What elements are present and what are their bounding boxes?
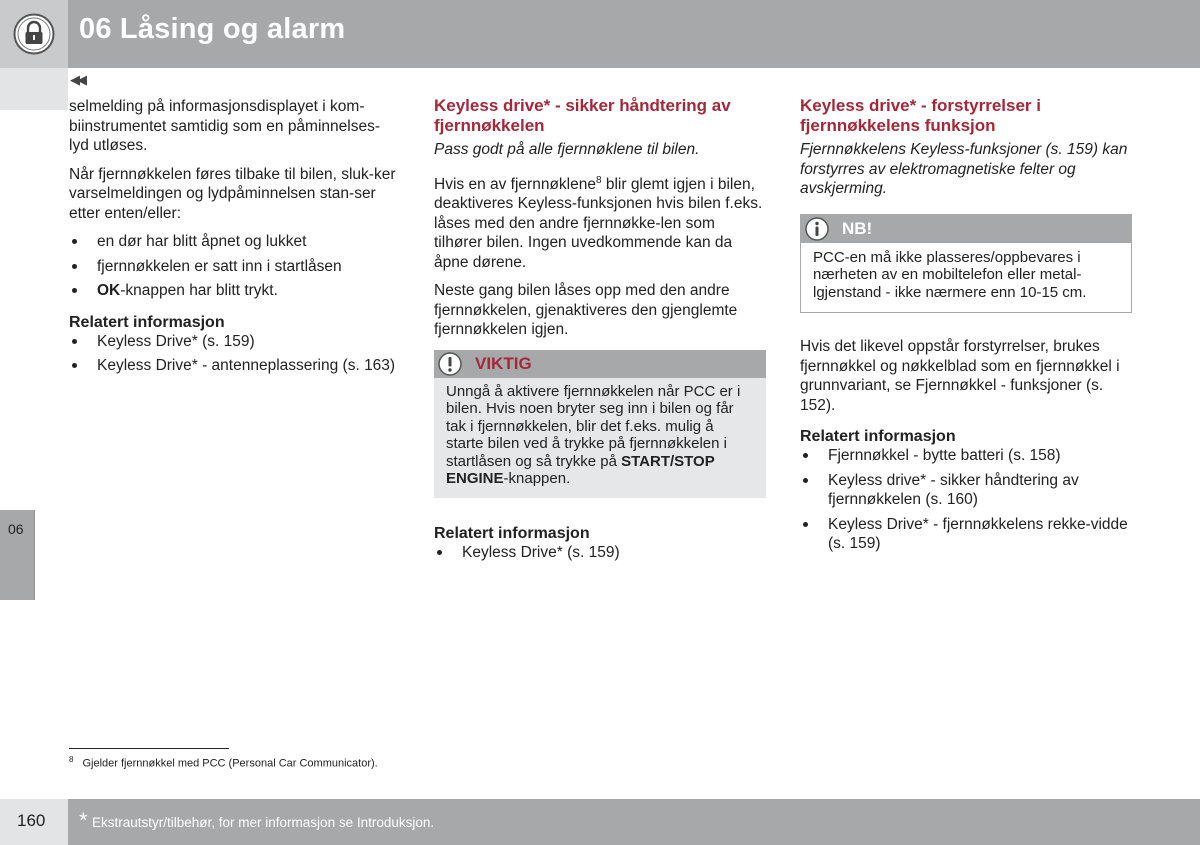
section-heading: Keyless drive* - forstyrrelser i fjernnøkkelens funksjon xyxy=(800,96,1041,135)
footnote-ref[interactable]: 8 xyxy=(595,174,602,186)
paragraph: Når fjernnøkkelen føres tilbake til bilen, sluk-ker varselmeldingen og lydpåminnelsen stan-ser etter enten/eller: xyxy=(69,165,396,222)
note-box xyxy=(800,214,1132,314)
column-left xyxy=(69,97,399,384)
note-label: NB! xyxy=(842,218,873,238)
asterisk-icon: * xyxy=(79,808,88,833)
paragraph: Neste gang bilen låses opp med den andre fjernnøkkelen, gjenaktiveres den gjenglemte fjernnøkkelen igjen. xyxy=(434,282,738,338)
related-link[interactable]: Keyless drive* - sikker håndtering av fjernnøkkelen (s. 160) xyxy=(800,471,1132,510)
paragraph: Hvis det likevel oppstår forstyrrelser, brukes fjernnøkkel og nøkkelblad som en fjernnøkkel i grunnvariant, se Fjernnøkkel - funksjoner (s. 152). xyxy=(800,338,1120,414)
page-number: 160 xyxy=(17,811,46,830)
ok-button-name: OK xyxy=(97,282,121,299)
paragraph: selmelding på informasjonsdisplayet i kom-biinstrumentet samtidig som en påminnelses-lyd utløses. xyxy=(69,98,380,154)
column-right xyxy=(800,96,1132,562)
footnote xyxy=(69,755,378,770)
info-icon xyxy=(805,217,829,241)
related-link[interactable]: Keyless Drive* - antenneplassering (s. 163) xyxy=(69,356,399,376)
related-link[interactable]: Keyless Drive* - fjernnøkkelens rekke-vidde (s. 159) xyxy=(800,515,1132,554)
side-tab-label: 06 xyxy=(8,521,24,537)
footnote-divider xyxy=(69,748,229,749)
section-intro: Pass godt på alle fjernnøklene til bilen. xyxy=(434,141,700,158)
warning-box xyxy=(434,350,766,498)
chapter-icon-box xyxy=(0,0,68,68)
padlock-icon xyxy=(13,13,55,55)
related-list xyxy=(434,543,766,563)
chapter-side-tab[interactable] xyxy=(0,510,35,600)
list-item: en dør har blitt åpnet og lukket xyxy=(69,232,399,252)
footer-page-box xyxy=(0,799,68,845)
chapter-header xyxy=(0,0,1200,68)
paragraph-text: blir glemt igjen i bilen, deaktiveres Keyless-funksjonen hvis bilen f.eks. låses med den andre fjernnøkke-len som tilhører bilen. Ingen uvedkommende kan da åpne dørene. xyxy=(434,175,763,271)
warning-text-part: Unngå å aktivere fjernnøkkelen når PCC er i bilen. Hvis noen bryter seg inn i bilen og får tak i fjernnøkkelen, blir det f.eks. mulig å starte bilen ved å trykke på fjernnøkkelen i startlåsen og så trykke på xyxy=(446,382,741,470)
header-margin-strip xyxy=(0,68,68,110)
footer-bar xyxy=(68,799,1200,845)
related-heading: Relatert informasjon xyxy=(800,428,956,445)
related-heading: Relatert informasjon xyxy=(434,524,590,542)
section-intro: Fjernnøkkelens Keyless-funksjoner (s. 159) kan forstyrres av elektromagnetiske felter og avskjerming. xyxy=(800,141,1128,197)
back-arrows-icon[interactable]: ◀◀ xyxy=(70,72,84,87)
related-link[interactable]: Keyless Drive* (s. 159) xyxy=(434,543,766,563)
section-heading: Keyless drive* - sikker håndtering av fjernnøkkelen xyxy=(434,96,731,135)
warning-text xyxy=(434,378,766,498)
footnote-text: Gjelder fjernnøkkel med PCC (Personal Car Communicator). xyxy=(82,757,378,770)
paragraph xyxy=(434,175,766,273)
note-box-header xyxy=(801,215,1131,243)
footnote-number: 8 xyxy=(69,755,74,764)
note-text: PCC-en må ikke plasseres/oppbevares i nærheten av en mobiltelefon eller metal-lgjenstand - ikke nærmere enn 10-15 cm. xyxy=(813,248,1087,301)
column-middle xyxy=(434,96,766,570)
warning-box-header xyxy=(434,350,766,378)
chapter-title: 06 Låsing og alarm xyxy=(79,13,346,45)
related-list xyxy=(800,446,1132,554)
warning-text-part: -knappen. xyxy=(503,470,571,487)
related-list xyxy=(69,332,399,376)
warning-label: VIKTIG xyxy=(475,353,532,373)
paragraph-text: Hvis en av fjernnøklene xyxy=(434,175,596,193)
list-item xyxy=(69,281,399,301)
exclamation-icon xyxy=(438,352,462,376)
related-link[interactable]: Fjernnøkkel - bytte batteri (s. 158) xyxy=(800,446,1132,466)
list-item: fjernnøkkelen er satt inn i startlåsen xyxy=(69,257,399,277)
footer-text: Ekstrautstyr/tilbehør, for mer informasjon se Introduksjon. xyxy=(92,815,435,830)
related-link[interactable]: Keyless Drive* (s. 159) xyxy=(69,332,399,352)
bullet-list xyxy=(69,232,399,301)
list-item-text: -knappen har blitt trykt. xyxy=(120,282,278,299)
warning-text-bold: START/STOP ENGINE xyxy=(446,452,715,487)
related-heading: Relatert informasjon xyxy=(69,313,225,331)
